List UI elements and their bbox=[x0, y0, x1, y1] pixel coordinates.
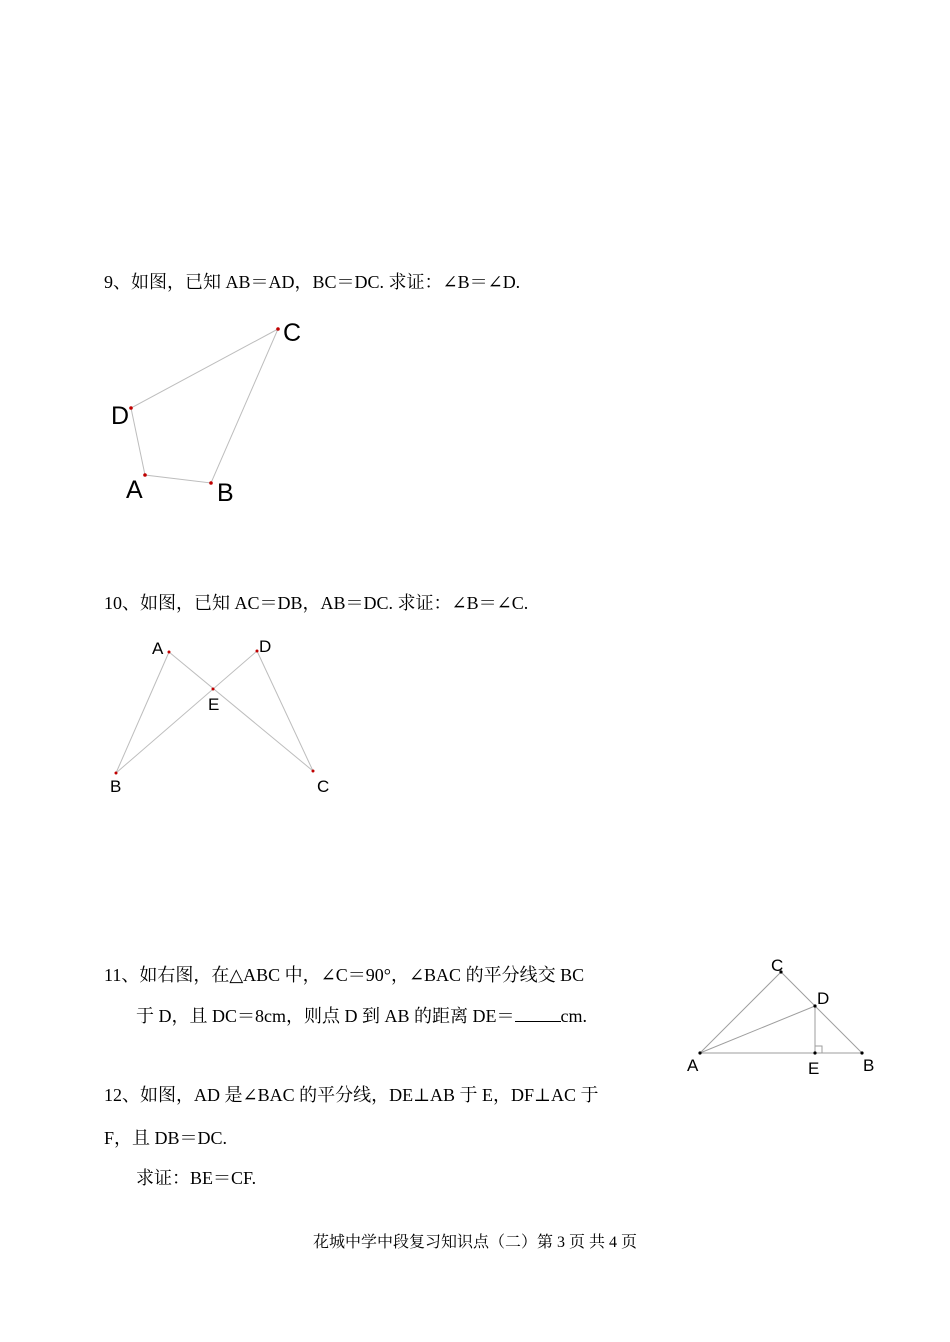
page-footer: 花城中学中段复习知识点（二）第 3 页 共 4 页 bbox=[312, 1234, 637, 1251]
q11-point-a bbox=[698, 1051, 701, 1054]
q12-line3: 求证：BE＝CF. bbox=[136, 1168, 257, 1188]
q11-triangle bbox=[700, 972, 862, 1053]
q11-line2-text: 于 D，且 DC＝8cm，则点 D 到 AB 的距离 DE＝ bbox=[136, 1006, 515, 1026]
q11-label-c: C bbox=[771, 956, 784, 975]
q10-segment-ab bbox=[116, 652, 169, 773]
q9-label-b: B bbox=[217, 479, 234, 507]
q10-segment-dc bbox=[257, 651, 313, 771]
q11-point-b bbox=[860, 1051, 863, 1054]
q9-point-c bbox=[276, 327, 280, 331]
q10-label-a: A bbox=[152, 639, 164, 658]
q11-bisector-ad bbox=[700, 1006, 815, 1053]
q11-line1: 11、如右图，在△ABC 中，∠C＝90°，∠BAC 的平分线交 BC bbox=[104, 965, 585, 985]
q12-line2: F，且 DB＝DC. bbox=[104, 1128, 228, 1148]
q11-label-a: A bbox=[687, 1056, 699, 1075]
q9-label-a: A bbox=[126, 476, 143, 504]
q11-line2 bbox=[136, 1004, 587, 1028]
q10-segment-ac bbox=[169, 652, 313, 771]
q11-label-b: B bbox=[863, 1056, 875, 1075]
q10-label-d: D bbox=[259, 637, 272, 656]
q10-point-b bbox=[115, 772, 118, 775]
q10-figure bbox=[110, 637, 329, 796]
q9-quadrilateral bbox=[131, 329, 278, 483]
q12-line1: 12、如图，AD 是∠BAC 的平分线，DE⊥AB 于 E，DF⊥AC 于 bbox=[104, 1085, 599, 1105]
q10-point-c bbox=[312, 770, 315, 773]
q11-figure bbox=[687, 956, 874, 1078]
q11-label-e: E bbox=[808, 1059, 820, 1078]
q9-label-d: D bbox=[111, 402, 130, 430]
q10-label-b: B bbox=[110, 777, 122, 796]
q9-point-a bbox=[143, 473, 147, 477]
q9-point-b bbox=[209, 481, 213, 485]
q10-label-e: E bbox=[208, 695, 220, 714]
q9-label-c: C bbox=[283, 319, 302, 347]
q11-point-e bbox=[813, 1051, 816, 1054]
q9-text: 9、如图，已知 AB＝AD，BC＝DC. 求证：∠B＝∠D. bbox=[104, 272, 521, 292]
q10-point-a bbox=[168, 651, 171, 654]
q10-label-c: C bbox=[317, 777, 330, 796]
q11-label-d: D bbox=[817, 989, 830, 1008]
q9-point-d bbox=[129, 406, 133, 410]
q9-figure bbox=[111, 319, 301, 507]
q11-answer-blank[interactable] bbox=[515, 1005, 561, 1022]
q10-text: 10、如图，已知 AC＝DB，AB＝DC. 求证：∠B＝∠C. bbox=[104, 593, 529, 613]
q10-segment-bd bbox=[116, 651, 257, 773]
q10-point-e bbox=[212, 688, 215, 691]
q11-unit: cm. bbox=[560, 1006, 587, 1026]
